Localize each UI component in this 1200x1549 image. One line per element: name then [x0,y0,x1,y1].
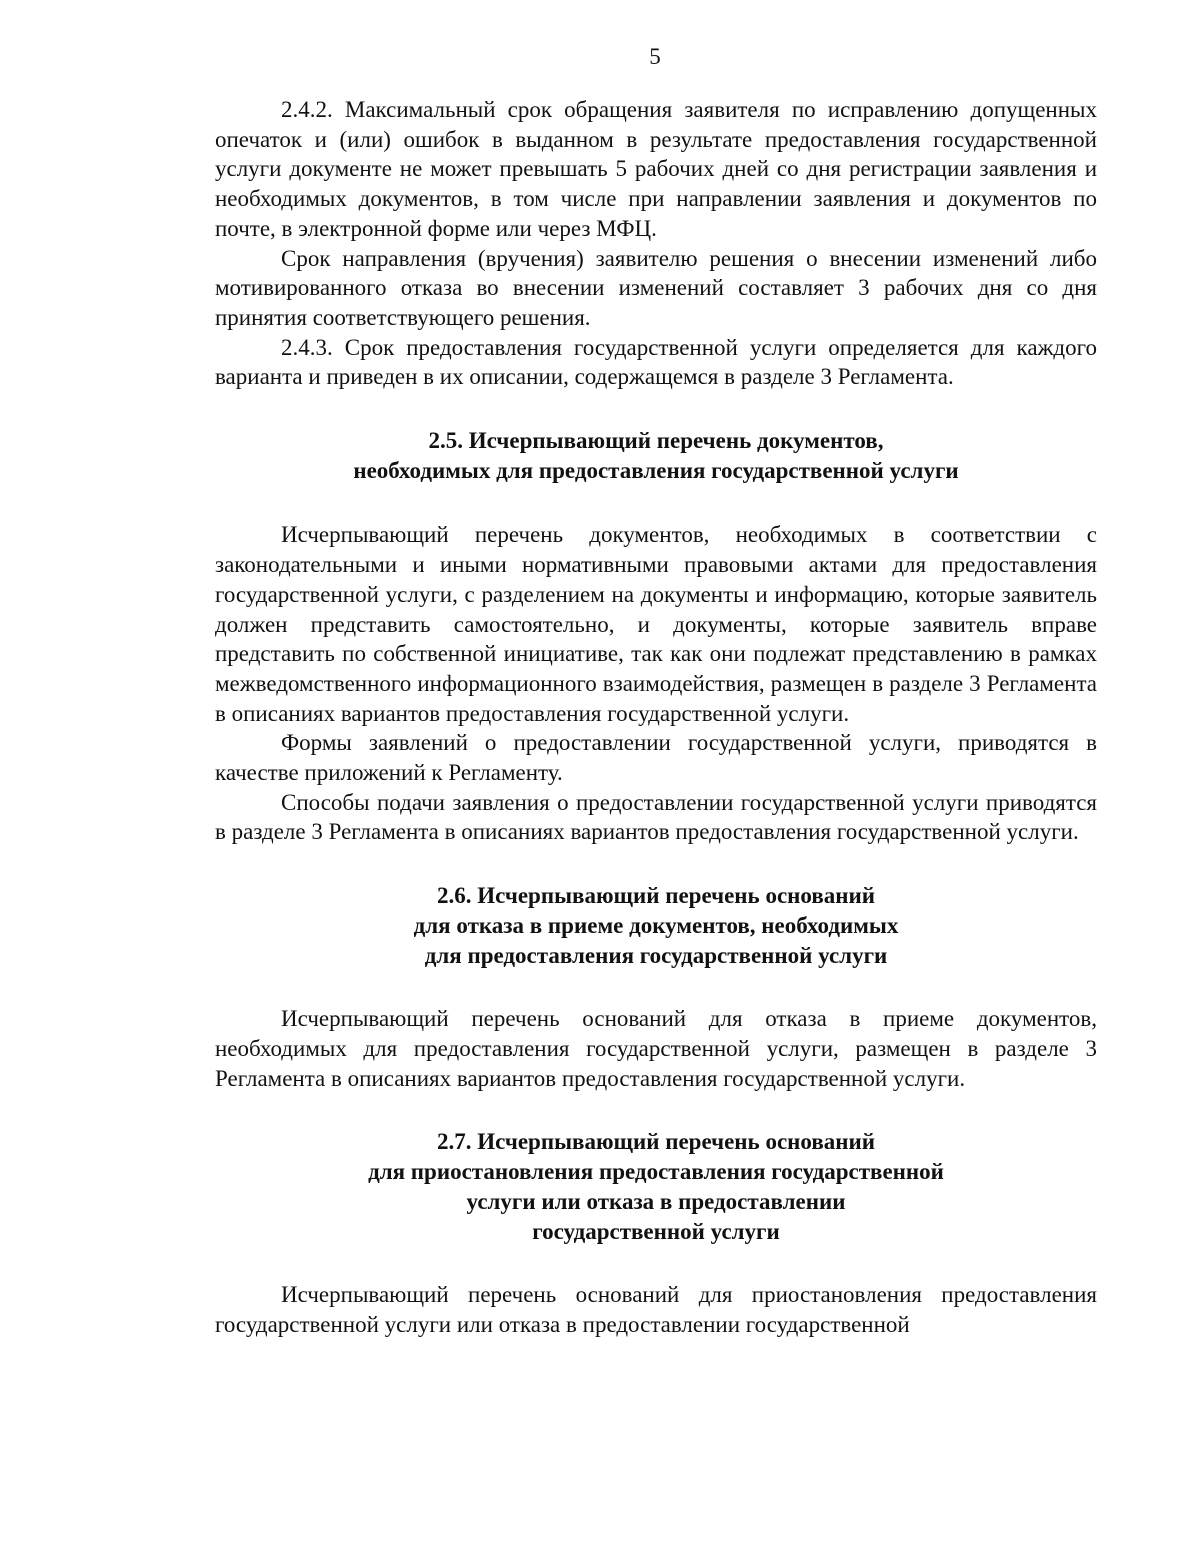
heading-line: 2.7. Исчерпывающий перечень оснований [436,1129,876,1155]
heading-line: 2.6. Исчерпывающий перечень оснований [436,883,876,909]
heading-line: услуги или отказа в предоставлении [466,1188,846,1214]
heading-line: для предоставления государственной услуги [424,942,888,968]
page-number: 5 [649,44,661,69]
paragraph-2-5-forms: Формы заявлений о предоставлении государственной услуги, приводятся в качестве приложений к Регламенту. [215,730,1097,786]
section-heading-2-7 [215,1127,1097,1246]
heading-line: для приостановления предоставления государственной [368,1159,944,1185]
paragraph-2-5-submission-methods: Способы подачи заявления о предоставлении государственной услуги приводятся в разделе 3 Регламента в описаниях вариантов предоставления государственной услуги. [215,789,1097,845]
paragraph-2-4-2: 2.4.2. Максимальный срок обращения заявителя по исправлению допущенных опечаток и (или) ошибок в выданном в результате предоставления государственной услуги документе не может превышать 5 рабочих дней со дня регистрации заявления и необходимых документов, в том числе при направлении заявления и документов по почте, в электронной форме или через МФЦ. [215,97,1097,241]
heading-line: государственной услуги [532,1218,780,1244]
paragraph-decision-term: Срок направления (вручения) заявителю решения о внесении изменений либо мотивированного отказа во внесении изменений составляет 3 рабочих дня со дня принятия соответствующего решения. [215,245,1097,330]
section-heading-2-6 [215,881,1097,970]
heading-line: для отказа в приеме документов, необходимых [413,912,899,938]
paragraph-2-4-3: 2.4.3. Срок предоставления государственной услуги определяется для каждого варианта и приведен в их описании, содержащемся в разделе 3 Регламента. [215,334,1097,390]
paragraph-2-7-suspension-grounds: Исчерпывающий перечень оснований для приостановления предоставления государственной услуги или отказа в предоставлении государственной [215,1282,1097,1337]
paragraph-2-5-documents-list: Исчерпывающий перечень документов, необходимых в соответствии с законодательными и иными нормативными правовыми актами для предоставления государственной услуги, с разделением на документы и информацию, которые заявитель должен представить самостоятельно, и документы, которые заявитель вправе представить по собственной инициативе, так как они подлежат представлению в рамках межведомственного информационного взаимодействия, размещен в разделе 3 Регламента в описаниях вариантов предоставления государственной услуги. [215,522,1097,726]
section-heading-2-5 [215,426,1097,485]
paragraph-2-6-refusal-grounds: Исчерпывающий перечень оснований для отказа в приеме документов, необходимых для предоставления государственной услуги, размещен в разделе 3 Регламента в описаниях вариантов предоставления государственной услуги. [215,1006,1097,1091]
heading-line: 2.5. Исчерпывающий перечень документов, [428,428,884,454]
page-content [215,95,1097,1340]
heading-line: необходимых для предоставления государственной услуги [353,457,959,483]
